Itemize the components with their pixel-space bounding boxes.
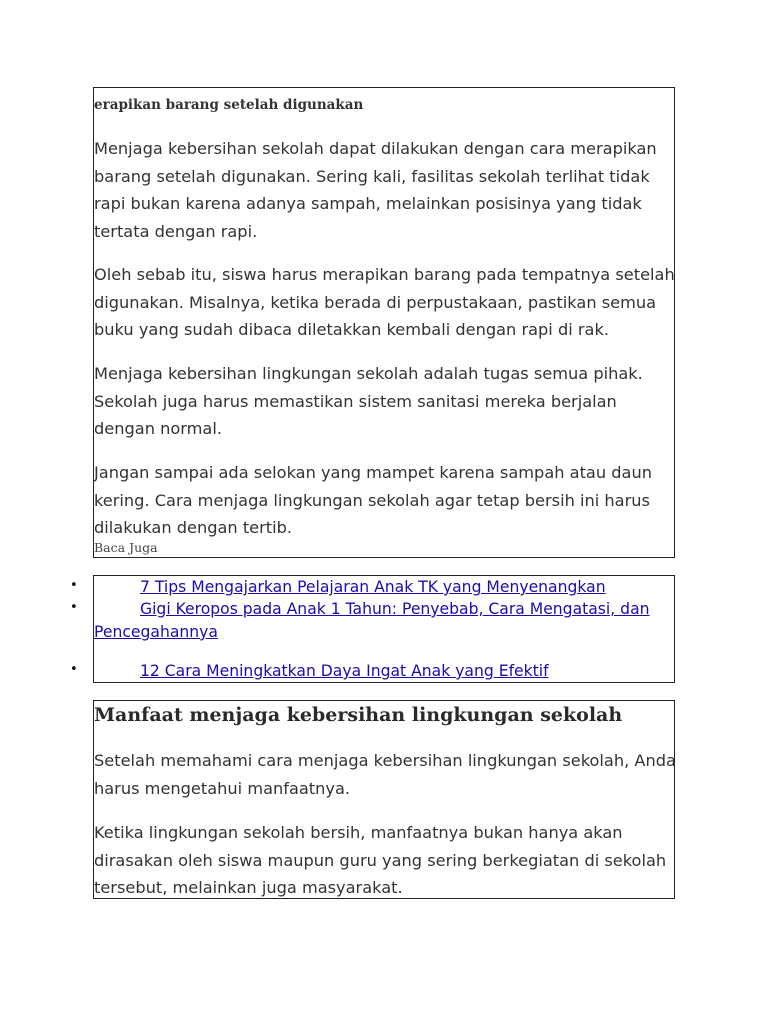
paragraph: Menjaga kebersihan lingkungan sekolah adalah tugas semua pihak. Sekolah juga harus memastikan sistem sanitasi mereka berjalan dengan normal. (94, 364, 643, 439)
content-block-tidy (93, 87, 675, 558)
paragraph: Menjaga kebersihan sekolah dapat dilakukan dengan cara merapikan barang setelah digunakan. Sering kali, fasilitas sekolah terlihat tidak rapi bukan karena adanya sampah, melainkan posisinya yang tidak tertata dengan rapi. (94, 139, 657, 241)
content-block-benefits (93, 700, 675, 899)
related-links-list (70, 575, 675, 683)
related-link-gigi-keropos[interactable]: Gigi Keropos pada Anak 1 Tahun: Penyebab, Cara Mengatasi, dan (140, 600, 650, 618)
list-bullet: • (70, 600, 78, 615)
section-subheading: erapikan barang setelah digunakan (94, 97, 364, 113)
related-link-tk-tips[interactable]: 7 Tips Mengajarkan Pelajaran Anak TK yang Menyenangkan (140, 578, 606, 596)
paragraph: Ketika lingkungan sekolah bersih, manfaatnya bukan hanya akan dirasakan oleh siswa maupun guru yang sering berkegiatan di sekolah tersebut, melainkan juga masyarakat. (94, 823, 667, 898)
paragraph: Setelah memahami cara menjaga kebersihan lingkungan sekolah, Anda harus mengetahui manfaatnya. (94, 751, 676, 798)
related-link-gigi-keropos-cont[interactable]: Pencegahannya (94, 623, 218, 641)
baca-juga-label: Baca Juga (94, 540, 158, 555)
list-bullet: • (70, 578, 78, 593)
section-heading: Manfaat menjaga kebersihan lingkungan sekolah (94, 704, 623, 726)
related-link-daya-ingat[interactable]: 12 Cara Meningkatkan Daya Ingat Anak yang Efektif (140, 662, 549, 680)
paragraph: Oleh sebab itu, siswa harus merapikan barang pada tempatnya setelah digunakan. Misalnya, ketika berada di perpustakaan, pastikan semua buku yang sudah dibaca diletakkan kembali dengan rapi di rak. (94, 265, 675, 340)
list-bullet: • (70, 662, 78, 677)
paragraph: Jangan sampai ada selokan yang mampet karena sampah atau daun kering. Cara menjaga lingkungan sekolah agar tetap bersih ini harus dilakukan dengan tertib. (94, 463, 652, 538)
